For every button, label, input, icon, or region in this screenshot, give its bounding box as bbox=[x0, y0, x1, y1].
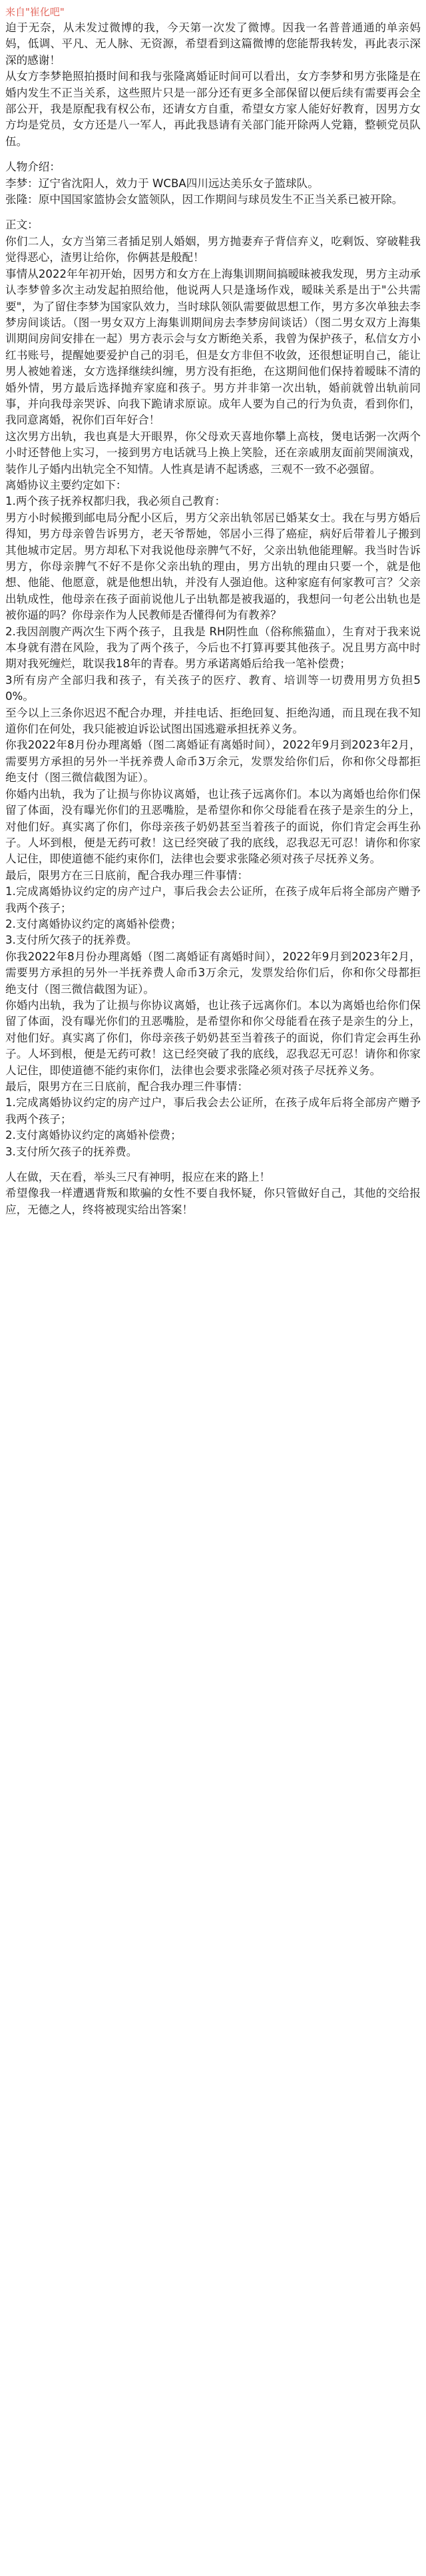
source-label[interactable]: 来自"崔化吧" bbox=[5, 6, 65, 18]
post-paragraph: 男方小时候搬到邮电局分配小区后，男方父亲出轨邻居已婚某女士。我在与男方婚后得知，男方母亲曾告诉男方，老天爷帮她，邻居小三得了癌症，病好后带着儿子搬到其他城市定居。男方却私下对我说他母亲脾气不好，父亲出轨他能理解。我当时告诉男方，你母亲脾气不好不是你父亲出轨的理由，男方出轨的理由只要一个，就是他想、他能、他愿意，就是他想出轨，并没有人强迫他。这种家庭有何家教可言？父亲出轨成性，他母亲在孩子面前说他儿子出轨都是被我逼的，我想问一句老公出轨也是被你逼的吗？你母亲作为人民教师是否懂得何为有教养？ bbox=[5, 511, 421, 622]
weibo-post-screenshot bbox=[0, 0, 426, 1234]
post-paragraph: 1.完成离婚协议约定的房产过户，事后我会去公证所，在孩子成年后将全部房产赠予我两个孩子； bbox=[5, 885, 421, 914]
post-paragraph: 2.支付离婚协议约定的离婚补偿费； bbox=[5, 1129, 182, 1142]
post-paragraph: 最后，限男方在三日底前，配合我办理三件事情： bbox=[5, 1080, 249, 1093]
post-body bbox=[5, 20, 421, 1218]
post-paragraph: 1.完成离婚协议约定的房产过户，事后我会去公证所，在孩子成年后将全部房产赠予我两个孩子； bbox=[5, 1096, 421, 1126]
paragraph-spacer bbox=[5, 208, 421, 217]
post-paragraph: 这次男方出轨，我也真是大开眼界，你父母欢天喜地你攀上高枝，煲电话粥一次两个小时还替他上实习，一接到男方电话就马上换上笑脸，还在亲戚朋友面前哭闹演戏，装作儿子婚内出轨完全不知情。人性真是请不起诱惑，三观不一致不必强留。 bbox=[5, 430, 421, 476]
post-paragraph: 3所有房产全部归我和孩子，有关孩子的医疗、教育、培训等一切费用男方负担50%。 bbox=[5, 673, 421, 703]
post-paragraph: 3.支付所欠孩子的抚养费。 bbox=[5, 1145, 138, 1158]
post-paragraph: 你我2022年8月份办理离婚（图二离婚证有离婚时间），2022年9月到2023年2月，需要男方承担的另外一半抚养费人命币3万余元，发票发给你们后，你和你父母都拒绝支付（图三微信截图为证）。 bbox=[5, 739, 421, 785]
paragraph-spacer bbox=[5, 150, 421, 159]
post-paragraph: 你们二人，女方当第三者插足别人婚姻，男方抛妻弃子背信弃义，吃剩饭、穿破鞋我觉得恶心，渣男让给你，你俩甚是般配！ bbox=[5, 234, 421, 264]
post-paragraph: 2.我因剖腹产两次生下两个孩子，且我是 RH阴性血（俗称熊猫血），生育对于我来说本身就有潜在风险，我为了两个孩子，今后也不打算再要其他孩子。况且男方高中时期对我死缠烂，耽误我18年的青春。男方承诺离婚后给我一笔补偿费； bbox=[5, 625, 421, 671]
post-paragraph: 从女方李梦艳照拍摄时间和我与张隆离婚证时间可以看出，女方李梦和男方张隆是在婚内发生不正当关系，这些照片只是一部分还有更多全部保留以便后续有需要再会全部公开，我是原配我有权公布，还请女方自重，希望女方家人能好好教育，因男方女方均是党员，女方还是八一军人，再此我恳请有关部门能开除两人党籍，整顿党员队伍。 bbox=[5, 70, 421, 148]
post-paragraph: 最后，限男方在三日底前，配合我办理三件事情： bbox=[5, 868, 249, 882]
post-paragraph: 李梦：辽宁省沈阳人，效力于 WCBA四川远达美乐女子篮球队。 bbox=[5, 176, 319, 190]
post-paragraph: 你婚内出轨，我为了让损与你协议离婚，也让孩子远离你们。本以为离婚也给你们保留了体面，没有曝光你们的丑恶嘴脸，是希望你和你父母能看在孩子是亲生的分上，对他们好。真实离了你们，你母亲孩子奶奶甚至当着孩子的面说，你们肯定会再生孙子。人坏到根，便是无药可救！这已经突破了我的底线，忍我忍无可忍！请你和你家人记住，即使道德不能约束你们，法律也会要求张隆必须对孩子尽抚养义务。 bbox=[5, 787, 421, 866]
post-paragraph: 人在做，天在看，举头三尺有神明，报应在来的路上！ bbox=[5, 1171, 271, 1184]
post-paragraph: 你我2022年8月份办理离婚（图二离婚证有离婚时间），2022年9月到2023年2月，需要男方承担的另外一半抚养费人命币3万余元，发票发给你们后，你和你父母都拒绝支付（图三微信截图为证）。 bbox=[5, 950, 421, 996]
paragraph-spacer bbox=[5, 1160, 421, 1169]
bottom-area bbox=[5, 1218, 421, 1227]
post-paragraph: 离婚协议主要约定如下： bbox=[5, 478, 127, 491]
post-paragraph: 希望像我一样遭遇背叛和欺骗的女性不要自我怀疑，你只管做好自己，其他的交给报应，无德之人，终将被现实给出答案！ bbox=[5, 1187, 421, 1216]
post-paragraph: 3.支付所欠孩子的抚养费。 bbox=[5, 934, 138, 947]
post-paragraph: 事情从2022年年初开始，因男方和女方在上海集训期间搞暧昧被我发现，男方主动承认李梦曾多次主动发起拍照给他，他说两人只是逢场作戏，暧昧关系是出于"公共需要"，为了留住李梦为国家队效力，当时球队领队需要做思想工作，男方多次单独去李梦房间谈话。（图一男女双方上海集训期间房去李梦房间谈话）（图二男女双方上海集训期间房间安排在一起）男方表示会与女方断绝关系，我曾为保护孩子，私信女方小红书账号，提醒她要爱护自己的羽毛，但是女方非但不收敛，还很想证明自己，能让男人被她着迷，女方选择继续纠缠，男方没有拒绝，在这期间他们保持着暧昧不清的婚外情，男方最后选择抛弃家庭和孩子。男方并非第一次出轨，婚前就曾出轨前同事，并向我母亲哭诉、向我下跪请求原谅。成年人要为自己的行为负责，看到你们，我同意离婚，祝你们百年好合！ bbox=[5, 267, 421, 427]
post-paragraph: 正文： bbox=[5, 218, 39, 232]
post-paragraph: 迫于无奈，从未发过微博的我，今天第一次发了微博。因我一名普普通通的单亲妈妈，低调、平凡、无人脉、无资源，希望看到这篇微博的您能帮我转发，再此表示深深的感谢！ bbox=[5, 21, 421, 67]
post-paragraph: 人物介绍： bbox=[5, 161, 61, 174]
post-paragraph: 张隆：原中国国家篮协会女篮领队，因工作期间与球员发生不正当关系已被开除。 bbox=[5, 193, 403, 206]
post-paragraph: 2.支付离婚协议约定的离婚补偿费； bbox=[5, 917, 182, 930]
post-paragraph: 你婚内出轨，我为了让损与你协议离婚，也让孩子远离你们。本以为离婚也给你们保留了体面，没有曝光你们的丑恶嘴脸，是希望你和你父母能看在孩子是亲生的分上，对他们好。真实离了你们，你母亲孩子奶奶甚至当着孩子的面说，你们肯定会再生孙子。人坏到根，便是无药可救！这已经突破了我的底线，忍我忍无可忍！请你和你家人记住，即使道德不能约束你们，法律也会要求张隆必须对孩子尽抚养义务。 bbox=[5, 998, 421, 1077]
post-paragraph: 至今以上三条你迟迟不配合办理，并挂电话、拒绝回复、拒绝沟通，而且现在我不知道你们在何处，我只能被迫诉讼试图出国逃避承担抚养义务。 bbox=[5, 706, 421, 736]
post-paragraph: 1.两个孩子抚养权都归我，我必须自己教育： bbox=[5, 495, 226, 508]
